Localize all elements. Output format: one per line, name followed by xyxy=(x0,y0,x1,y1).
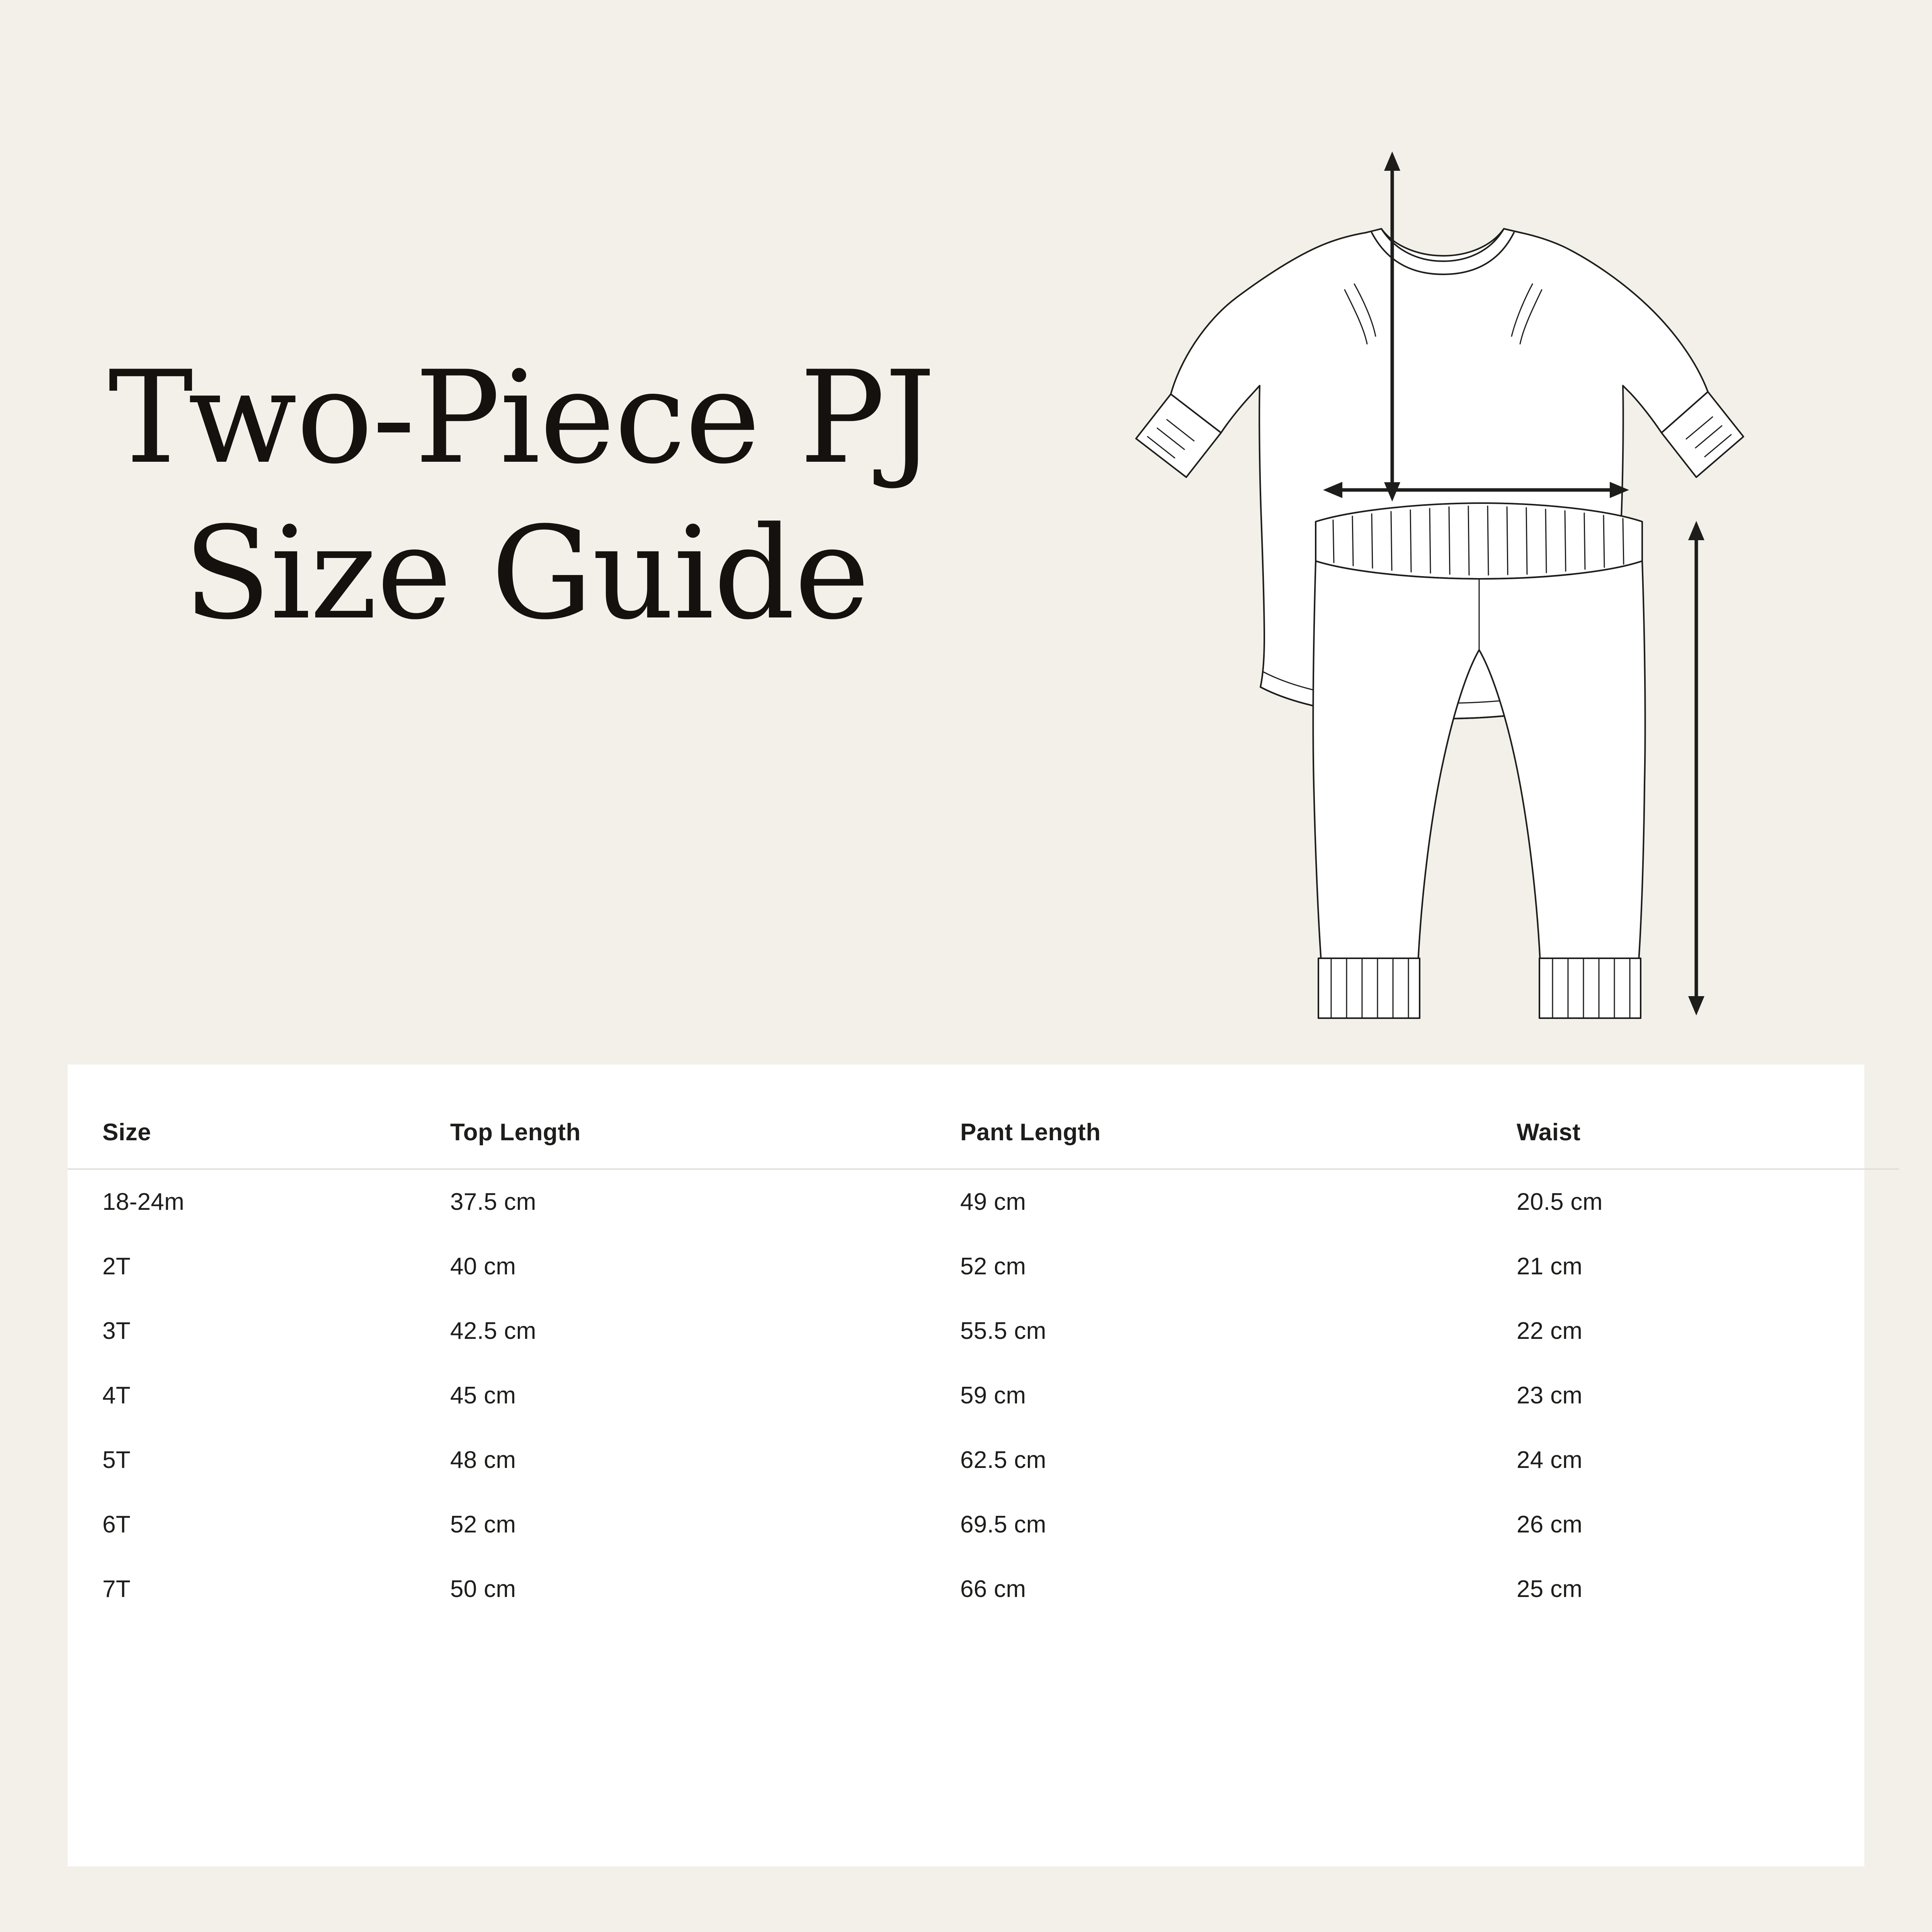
table-row xyxy=(68,1234,1899,1299)
table-row xyxy=(68,1428,1899,1492)
table-row xyxy=(68,1557,1899,1621)
column-header-size: Size xyxy=(102,1119,151,1146)
column-header-pant-length: Pant Length xyxy=(960,1119,1101,1146)
garment-illustrations xyxy=(1005,128,1777,1055)
pajama-pant-illustration xyxy=(1313,503,1645,1018)
column-header-top-length: Top Length xyxy=(450,1119,581,1146)
table-top-spacer xyxy=(68,1065,1864,1119)
pant-length-arrow xyxy=(1688,521,1704,1015)
page-title xyxy=(108,340,997,651)
cell-waist: 22 cm xyxy=(1517,1318,1583,1344)
cell-pant-length: 69.5 cm xyxy=(960,1511,1046,1538)
cell-top-length: 37.5 cm xyxy=(450,1189,536,1215)
cell-pant-length: 52 cm xyxy=(960,1253,1026,1280)
cell-top-length: 50 cm xyxy=(450,1576,516,1602)
cell-pant-length: 59 cm xyxy=(960,1382,1026,1409)
table-row xyxy=(68,1169,1899,1235)
table-row xyxy=(68,1492,1899,1557)
cell-top-length: 40 cm xyxy=(450,1253,516,1280)
cell-size: 18-24m xyxy=(102,1189,185,1215)
size-chart-card xyxy=(68,1065,1864,1866)
cell-size: 5T xyxy=(102,1447,131,1473)
cell-top-length: 45 cm xyxy=(450,1382,516,1409)
title-line-1: Two-Piece PJ xyxy=(108,344,935,492)
table-row xyxy=(68,1363,1899,1428)
column-header-waist: Waist xyxy=(1517,1119,1581,1146)
cell-size: 3T xyxy=(102,1318,131,1344)
cell-pant-length: 66 cm xyxy=(960,1576,1026,1602)
cell-pant-length: 62.5 cm xyxy=(960,1447,1046,1473)
cell-waist: 20.5 cm xyxy=(1517,1189,1603,1215)
table-body xyxy=(68,1169,1899,1622)
table-header-row xyxy=(68,1119,1899,1169)
cell-pant-length: 49 cm xyxy=(960,1189,1026,1215)
cell-waist: 26 cm xyxy=(1517,1511,1583,1538)
cell-size: 6T xyxy=(102,1511,131,1538)
title-line-2: Size Guide xyxy=(184,499,869,648)
cell-pant-length: 55.5 cm xyxy=(960,1318,1046,1344)
cell-waist: 23 cm xyxy=(1517,1382,1583,1409)
table-row xyxy=(68,1299,1899,1363)
cell-waist: 21 cm xyxy=(1517,1253,1583,1280)
cell-top-length: 52 cm xyxy=(450,1511,516,1538)
cell-size: 2T xyxy=(102,1253,131,1280)
size-chart-table xyxy=(68,1119,1899,1621)
cell-top-length: 48 cm xyxy=(450,1447,516,1473)
cell-size: 7T xyxy=(102,1576,131,1602)
cell-waist: 25 cm xyxy=(1517,1576,1583,1602)
table-header xyxy=(68,1119,1899,1169)
cell-size: 4T xyxy=(102,1382,131,1409)
cell-top-length: 42.5 cm xyxy=(450,1318,536,1344)
cell-waist: 24 cm xyxy=(1517,1447,1583,1473)
